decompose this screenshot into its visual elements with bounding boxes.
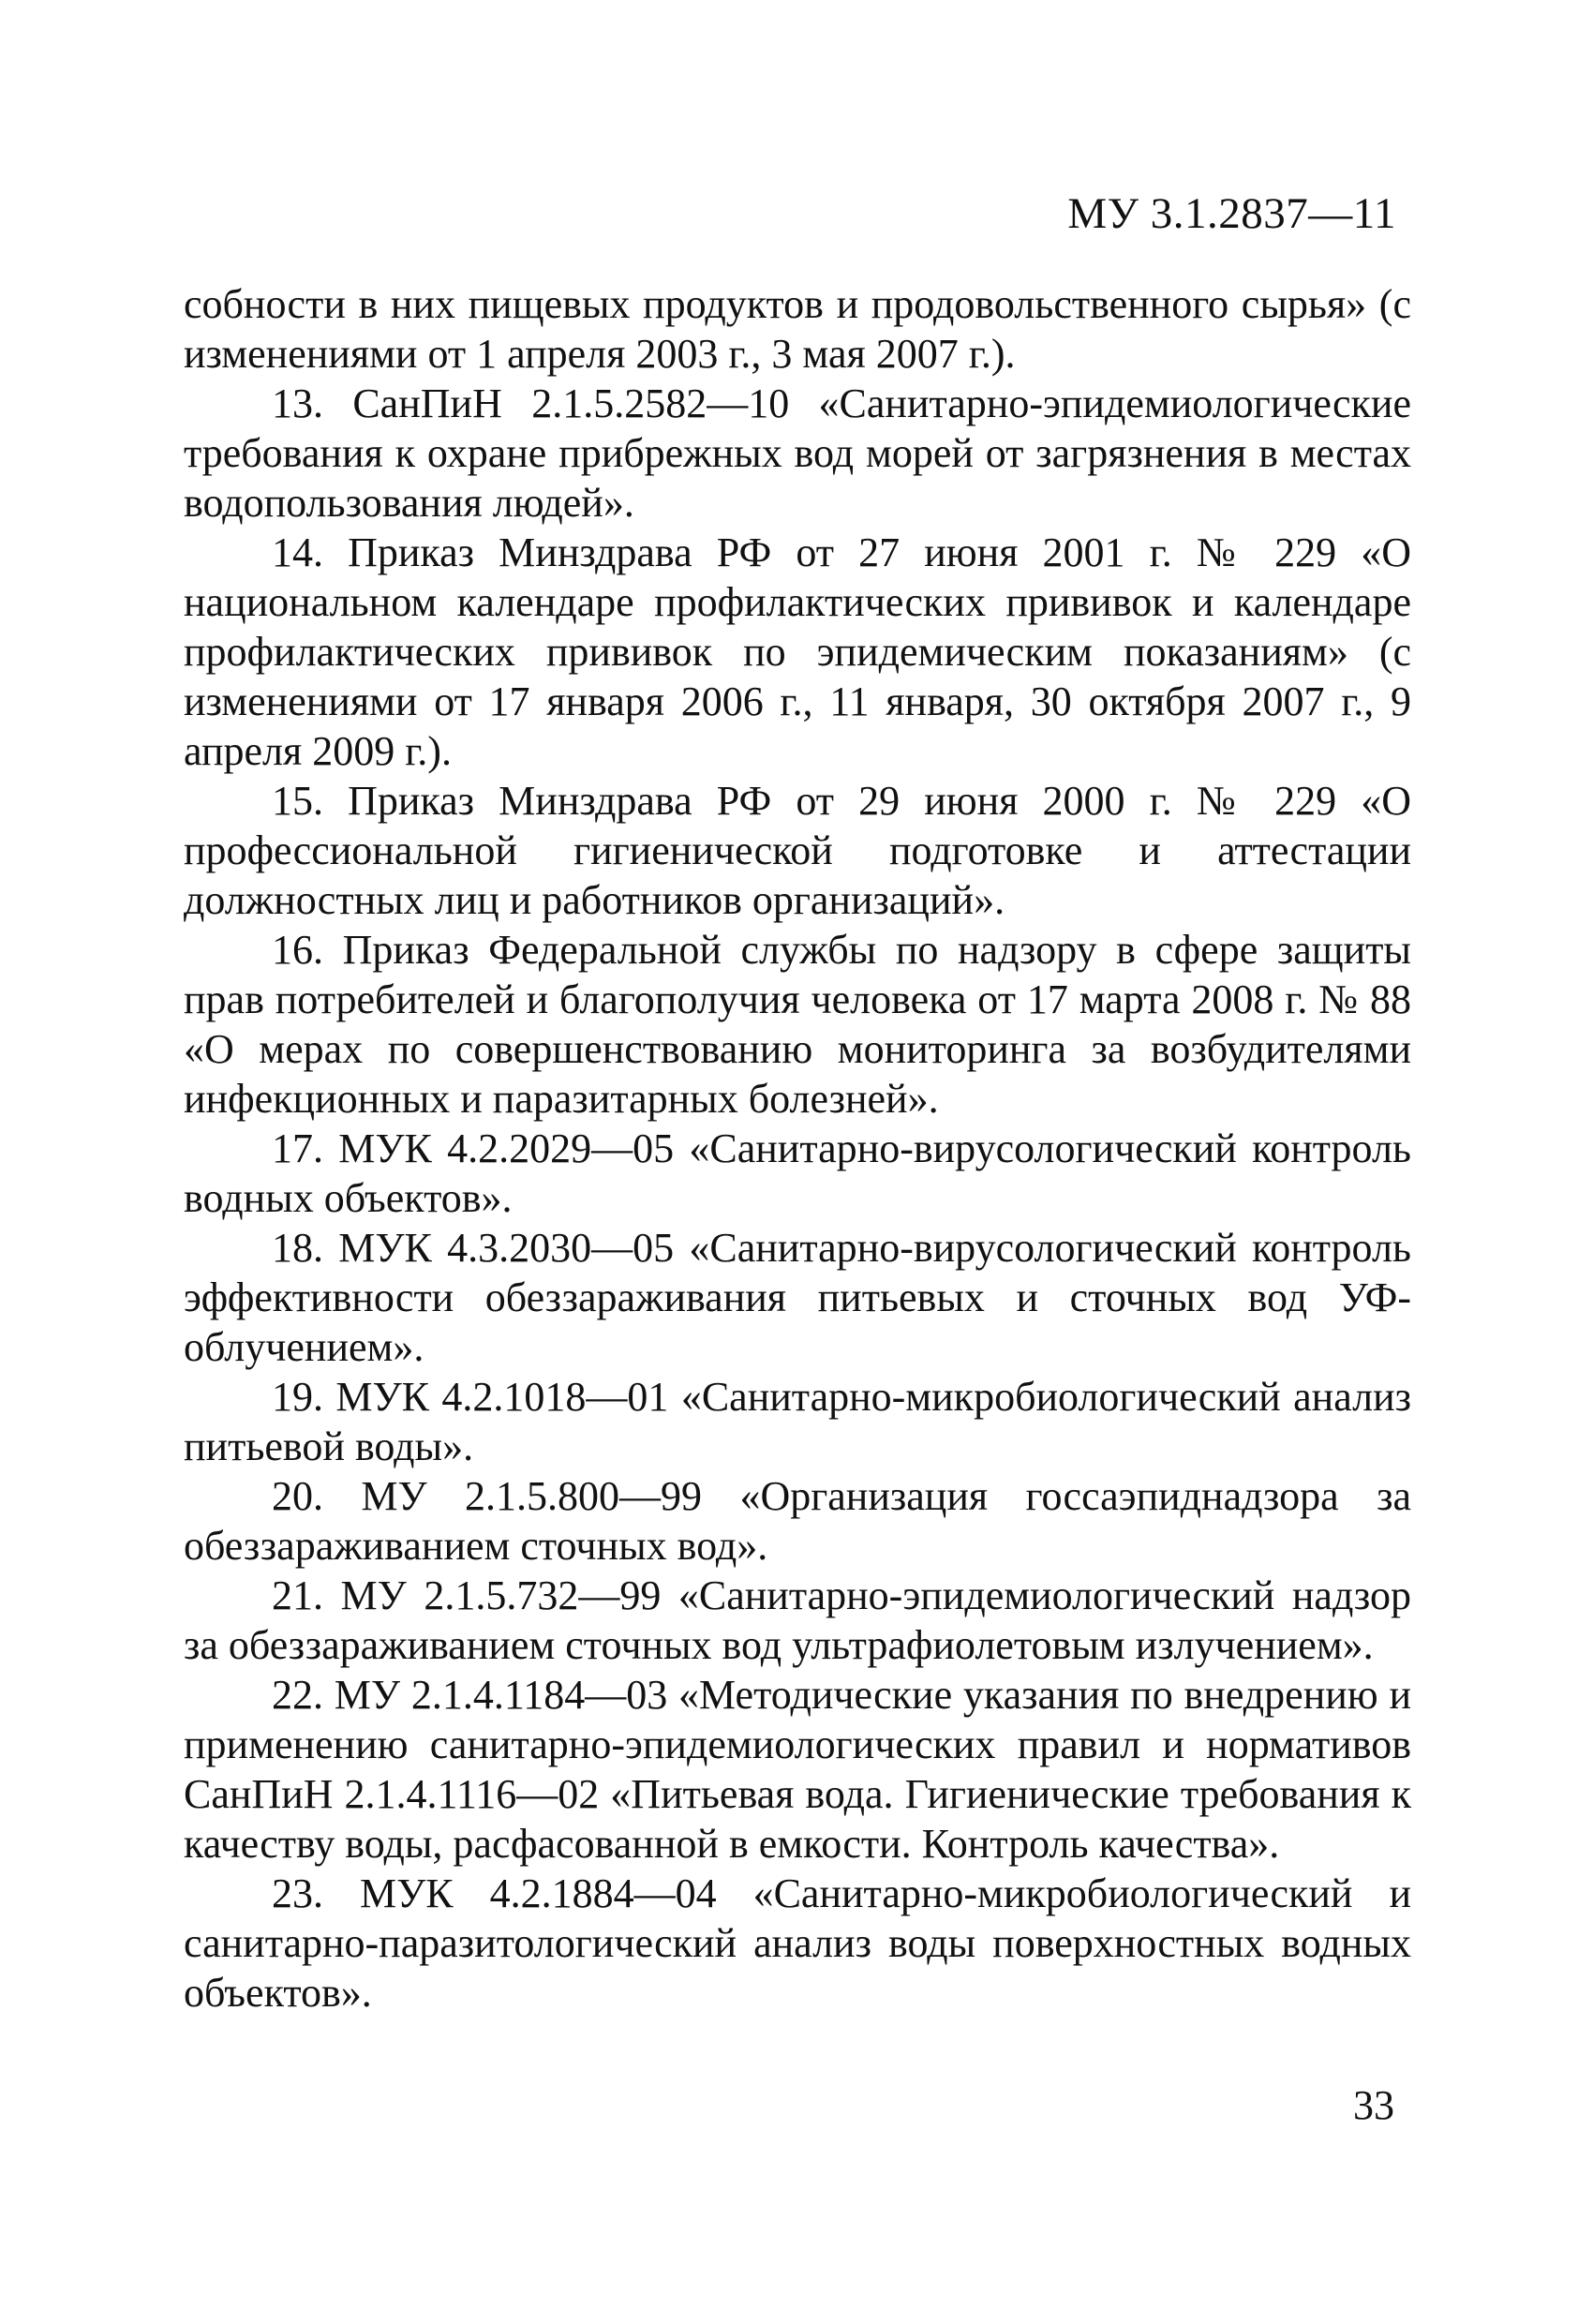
reference-item-16: 16. Приказ Федеральной службы по надзору в сфере защиты прав потребителей и благополучия человека от 17 марта 2008 г. № 88 «О мерах по совершенствованию мониторинга за возбудителями инфекционных и паразитарных болезней». (184, 927, 1411, 1122)
reference-item-13: 13. СанПиН 2.1.5.2582—10 «Санитарно-эпидемиологические требования к охране прибрежных вод морей от загрязнения в местах водопользования людей». (184, 380, 1411, 526)
reference-item-19: 19. МУК 4.2.1018—01 «Санитарно-микробиологический анализ питьевой воды». (184, 1374, 1411, 1469)
page-number: 33 (1353, 2082, 1394, 2128)
reference-list (184, 279, 1411, 2018)
reference-item-23: 23. МУК 4.2.1884—04 «Санитарно-микробиологический и санитарно-паразитологический анализ воды поверхностных водных объектов». (184, 1870, 1411, 2016)
reference-item-17: 17. МУК 4.2.2029—05 «Санитарно-вирусологический контроль водных объектов». (184, 1125, 1411, 1221)
reference-continuation: собности в них пищевых продуктов и продовольственного сырья» (с изменениями от 1 апреля 2003 г., 3 мая 2007 г.). (184, 281, 1411, 377)
reference-item-22: 22. МУ 2.1.4.1184—03 «Методические указания по внедрению и применению санитарно-эпидемиологических правил и нормативов СанПиН 2.1.4.1116—02 «Питьевая вода. Гигиенические требования к качеству воды, расфасованной в емкости. Контроль качества». (184, 1672, 1411, 1867)
reference-item-18: 18. МУК 4.3.2030—05 «Санитарно-вирусологический контроль эффективности обеззараживания питьевых и сточных вод УФ-облучением». (184, 1225, 1411, 1370)
reference-item-20: 20. МУ 2.1.5.800—99 «Организация госсаэпиднадзора за обеззараживанием сточных вод». (184, 1473, 1411, 1569)
reference-item-15: 15. Приказ Минздрава РФ от 29 июня 2000 г. № 229 «О профессиональной гигиенической подготовке и аттестации должностных лиц и работников организаций». (184, 778, 1411, 923)
document-code-header: МУ 3.1.2837—11 (1067, 189, 1396, 238)
reference-item-21: 21. МУ 2.1.5.732—99 «Санитарно-эпидемиологический надзор за обеззараживанием сточных вод ультрафиолетовым излучением». (184, 1572, 1411, 1668)
reference-item-14: 14. Приказ Минздрава РФ от 27 июня 2001 г. № 229 «О национальном календаре профилактических прививок и календаре профилактических прививок по эпидемическим показаниям» (с изменениями от 17 января 2006 г., 11 января, 30 октября 2007 г., 9 апреля 2009 г.). (184, 529, 1411, 774)
